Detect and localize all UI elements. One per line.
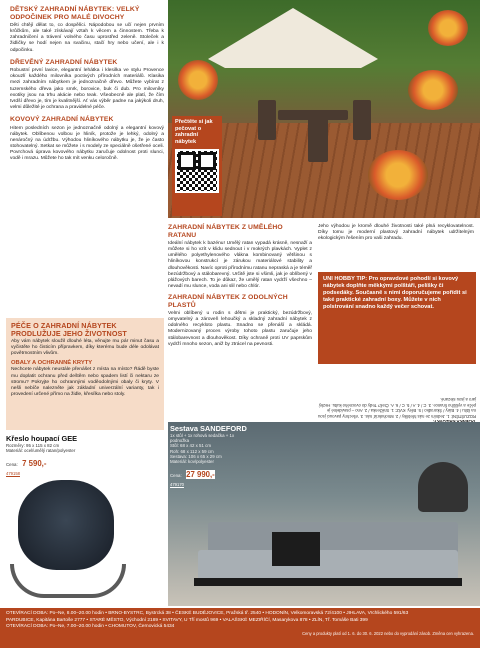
care-box bbox=[6, 318, 164, 430]
footer-note: Ceny a produkty platí od 1. 6. do 30. 6. 2022 nebo do vyprodání zásob. Změna cen vyhrazena. bbox=[302, 630, 474, 636]
chair-seat-shape bbox=[18, 480, 114, 570]
flowers-shape bbox=[428, 10, 468, 46]
plastic-continued-text: Jeho výhodou je kromě dlouhé životnosti také plná recyklovatelnost. Díky tomu je moderní plastový zahradní nábytek udržitelným ekologickým řešením pro vaši zahradu. bbox=[318, 224, 474, 242]
footer-line-1: OTEVÍRACÍ DOBA: Po–Ne, 8.00–20.00 hodin • BRNO-BYSTRC, Bystrcká 38 • ČESKÉ BUDĚJOVICE, Pražská tř. 2540 • HODONÍN, Velkomoravská 72/4100 • JIHLAVA, Vrchlického 591/63 bbox=[6, 611, 409, 616]
chair-shape bbox=[308, 118, 328, 162]
product-name: Křeslo houpací GEE bbox=[6, 434, 78, 443]
product-desc: Rozměry: 95 x 115 x 82 cm Materiál: ocel/umělý ratan/polyester bbox=[6, 443, 76, 454]
hobby-tip-box bbox=[318, 272, 476, 364]
plastic-text: Velmi oblíbený u rodin s dětmi je praktický, bezúdržbový, omyvatelný a zároveň lehoučký a skladný zahradní nábytek z odolného recykloto plastu. Snadno se přenáší a skládá. Modernizovaný proces výroby tohoto plastu zaručuje jeho stálobarevnost a dlouhověkost. Díky ochraně proti UV paprskům vydrží mnoho sezon, aniž by ztrácel na pevnosti. bbox=[168, 311, 312, 347]
chair-shape bbox=[258, 100, 276, 140]
rocking-chair-image bbox=[10, 480, 126, 602]
grill-shape bbox=[418, 462, 468, 512]
plastic-heading: ZAHRADNÍ NÁBYTEK Z ODOLNÝCH PLASTŮ bbox=[168, 293, 288, 309]
product-info bbox=[170, 424, 254, 487]
footer-line-2: PARDUBICE, Kapitána Bartoše 2777 • STARÉ MĚSTO, Východní 2189 • SVITAVY, U Tří mostů 969 • VALAŠSKÉ MEZIŘÍČÍ, Masarykova 878 • ZLÍN, Tř. Tomáše Bati 399 bbox=[6, 617, 368, 623]
price-label: Cena: bbox=[6, 462, 18, 468]
qr-box[interactable] bbox=[172, 116, 222, 216]
product-name: Sestava SANDEFORD bbox=[170, 424, 247, 433]
coffee-table-shape bbox=[272, 532, 320, 566]
qr-code-icon[interactable] bbox=[175, 149, 219, 193]
wood-text: Robustní první lavice, elegantní lehátka i klesilka ve stylu Provence okouzlí každého milovníka poctivých přírodních materiálů. Klasika mezi zahradním nábytkem je jednoznačně dřevo. Můžete vybírat z tuzemského dřeva jako smrk, borovice, buk či dub. Pro milovníky exotiky jsou na trhu akácie nebo teak. Všeobecně ale platí, že čím tvrdší dřevo je, tím je kvalitnější. Ať vás výběr padne na jakýkoli druh, velmi důležité je ochrana a pravidelné péče. bbox=[10, 68, 164, 110]
qr-caption: Přečtěte si jak pečovat o zahradní nábytek bbox=[175, 119, 213, 145]
product-sandeford-set[interactable] bbox=[168, 422, 480, 606]
hobby-tip-text: UNI HOBBY TIP: Pro opravdové pohodlí si kovový nábytek doplňte měkkými polštáři, pelíšky či podsedáky. Současně s nimi doporučujeme pořídit si také praktické zahradní boxy. Můžete v nich polstrování snadno každý večer schovat. bbox=[323, 276, 467, 310]
price-label: Cena: bbox=[170, 473, 182, 479]
product-code[interactable]: 479170 bbox=[170, 482, 184, 488]
flowers-shape bbox=[408, 70, 458, 110]
wood-heading: DŘEVĚNÝ ZAHRADNÍ NÁBYTEK bbox=[10, 58, 118, 66]
covers-text: Nechcete nábytek neustále přenášet z místa na místo? Řádě byste mu doplatit ochranu před deštěm nebo spadem listí či nektaru ze stromu? Pokryjte ho ochrannými voděodolnými obaly či kryty. V nešli nebíče nalezněte jak základní univerzální varianty, tak i provedení určené přímo na židle, křesílka nebo stoly. bbox=[11, 367, 159, 397]
metal-section bbox=[10, 116, 164, 162]
plastic-section bbox=[168, 294, 312, 348]
wood-section bbox=[10, 59, 164, 111]
kids-text: Děti chtějí dělat to, co dospělíci. Nápodobou se učí nejen prvním krůčkům, ale také získávají vztah k věcem a činnostem. Třeba k zahradničení a trávení volného času uprostřed zeleně. Stoleček a židličky se hodí nejen na svačinu, stačí hry nebo učení, ale i k odpočinku. bbox=[10, 23, 164, 53]
rattan-heading: ZAHRADNÍ NÁBYTEK Z UMĚLÉHO RATANU bbox=[168, 224, 283, 239]
chair-rocker-shape bbox=[10, 564, 126, 598]
kids-section bbox=[10, 6, 164, 54]
footer-line-3: OTEVÍRACÍ DOBA: Po–Ne, 7.00–20.00 hodin • CHOMUTOV, Černovická 5434 bbox=[6, 624, 175, 630]
metal-text: Hitem posledních sezon je jednoznačně odolný a elegantní kovový nábytek. Oblíbenou volbou je hliník, protože je lehký, odolný a nenáročný na údržbu. Výhodou hliníkového nábytku je, že je často stohovatelný. Setkat se můžete i s modely ze speciálně ošetřené oceli. Povrchová úprava kovového nábytku zaručuje odolnost proti slunci, vodě i mrazu. Můžete ho tak mít venku celoročně. bbox=[10, 125, 164, 161]
flowers-shape bbox=[178, 60, 218, 100]
kids-heading: DĚTSKÝ ZAHRADNÍ NÁBYTEK: VELKÝ ODPOČINEK PRO MALÉ DIVOCHY bbox=[10, 6, 140, 21]
quiz-text: ROZUŠTĚNÍ: 1. Jedním ze nás hřeblíky / 2. Mnohokráť nás. 3. Všechny pavouci jsou na štítu / 4. Báry / Škorodko / 5. Běry. KVÍZ: 1. Sněženka / 2. Ano – pravidelné je péče a vyššího finance. 3. C / 4. A / 5. C / 6. A. Čteš? Tedy do ovocného kultu. Hezký jaro a jsou slezané. bbox=[318, 397, 476, 419]
left-column bbox=[10, 6, 164, 167]
umbrella-shape bbox=[208, 8, 378, 68]
flowers-shape bbox=[368, 150, 428, 200]
middle-column bbox=[168, 224, 312, 352]
chair-shape bbox=[353, 100, 371, 140]
metal-heading: KOVOVÝ ZAHRADNÍ NÁBYTEK bbox=[10, 115, 114, 123]
product-desc: 1x stůl + 1x rohová sedačka + 1x podnožka Stůl: 68 x 42 x 51 cm Roh: 68 x 112 x 59 cm Sestava: 106 x 65 x 29 cm Materiál: kov/polyester bbox=[170, 433, 235, 465]
care-heading: PÉČE O ZAHRADNÍ NÁBYTEK PRODLUŽUJE JEHO ŽIVOTNOST bbox=[11, 321, 127, 338]
sofa-frame-shape bbox=[194, 578, 462, 586]
product-code[interactable]: 479158 bbox=[6, 471, 20, 477]
product-price: 27 990,- bbox=[186, 470, 215, 480]
store-footer bbox=[0, 608, 480, 648]
right-column bbox=[318, 224, 474, 242]
covers-heading: OBALY A OCHRANNÉ KRYTY bbox=[11, 360, 93, 367]
care-text: Aby vám nábytek sloužil dlouhé léta, věnujte mu pár minut času a vyčistěte ho čisticím přípravkem, díky kterému bude déle odolávat povětrnostním vlivům. bbox=[11, 339, 159, 357]
product-price: 7 590,- bbox=[22, 459, 47, 469]
rattan-text: Ideální nábytek k bazénu! Umělý ratan vypadá krásně, nesnaží a můžete si ho vzít v klidu sednout i v mokrých plavkách. Vyplet z umělého polyethylenového vlákna kombinovaný většinou s hliníkovou konstrukcí je zárukou materiálové stability a dlouhověkosti. Navíc oproti přírodnímu ratanu nepraská a je téměř bezúdržbový a stálobarevný. Určitě jste si všimli, jak je oblíbený v plážových barech. To je důkaz, že umělý ratan vydrží všechno – nevadí mu slunce, voda ani slil nebo chlór. bbox=[168, 241, 312, 289]
rattan-section bbox=[168, 224, 312, 290]
sofa-seat-shape bbox=[198, 550, 458, 580]
product-rocking-chair[interactable] bbox=[6, 434, 166, 606]
quiz-solution bbox=[318, 368, 476, 424]
